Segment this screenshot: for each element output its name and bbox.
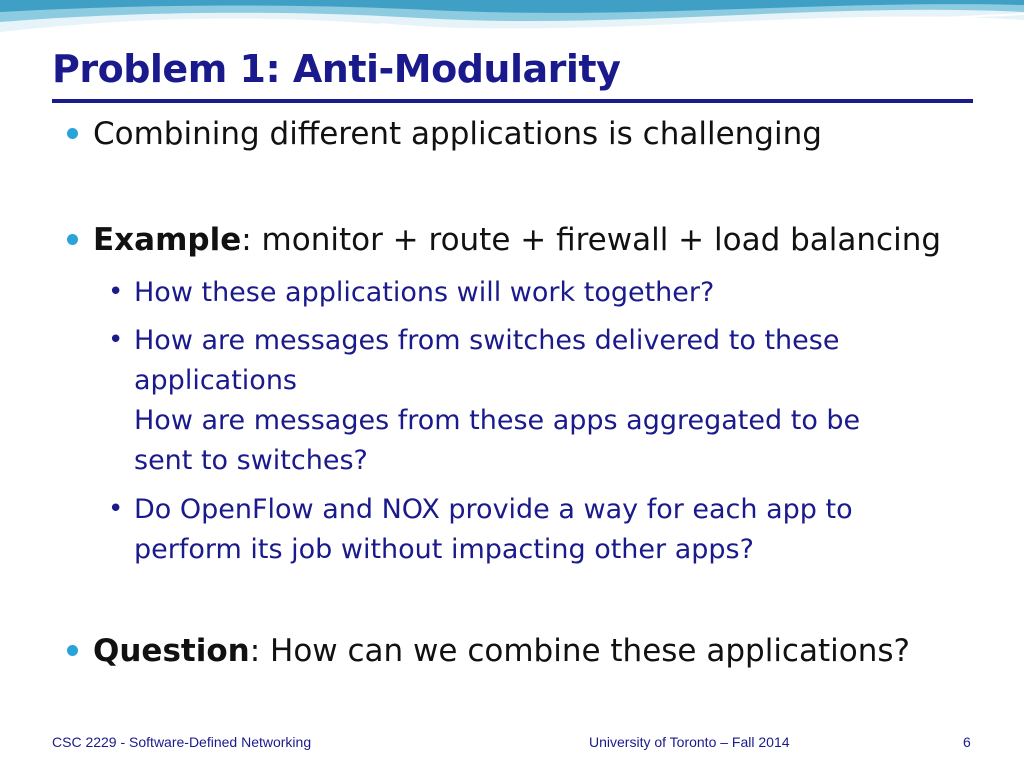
bullet-text: Combining different applications is challenging [93, 116, 822, 152]
sub-bullet-text [134, 273, 994, 313]
bullet-text [93, 633, 910, 669]
bullet-body: : How can we combine these applications? [249, 633, 910, 669]
sub-bullet-line: How are messages from these apps aggregated to be [134, 405, 861, 436]
sub-bullet-line: How are messages from switches delivered to these [134, 325, 840, 356]
sub-bullet-icon: • [108, 277, 124, 307]
sub-bullet-line: applications [134, 365, 298, 396]
footer-institution: University of Toronto – Fall 2014 [589, 734, 790, 750]
bullet-dot-icon [67, 234, 78, 245]
bullet-label: Example [93, 222, 242, 258]
sub-bullet-text [134, 321, 994, 481]
bullet-label: Question [93, 633, 250, 669]
title-underline [52, 99, 973, 103]
sub-bullet-icon: • [108, 494, 124, 524]
footer-page-number: 6 [963, 734, 971, 750]
header-wave-decoration [0, 0, 1024, 45]
bullet-body: : monitor + route + firewall + load balancing [241, 222, 942, 258]
sub-bullet-line: How these applications will work together? [134, 277, 715, 308]
sub-bullet-line: sent to switches? [134, 445, 368, 476]
bullet-text [93, 222, 941, 258]
bullet-dot-icon [67, 645, 78, 656]
bullet-dot-icon [67, 128, 78, 139]
sub-bullet-line: perform its job without impacting other apps? [134, 534, 754, 565]
sub-bullet-icon: • [108, 325, 124, 355]
sub-bullet-text [134, 490, 994, 570]
footer-course: CSC 2229 - Software-Defined Networking [52, 734, 312, 750]
sub-bullet-line: Do OpenFlow and NOX provide a way for each app to [134, 494, 853, 525]
slide-title: Problem 1: Anti-Modularity [52, 47, 621, 91]
